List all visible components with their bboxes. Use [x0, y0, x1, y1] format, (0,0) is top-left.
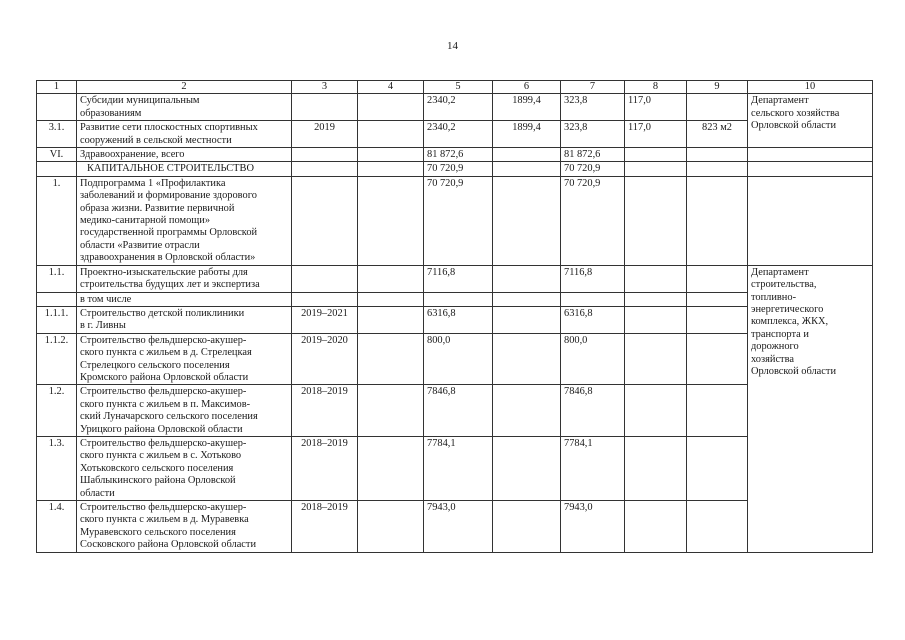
row-col6-cell — [493, 306, 561, 333]
row-name-cell — [77, 385, 292, 437]
responsible-org-line: комплекса, ЖКХ, — [751, 316, 829, 328]
row-col8-cell — [625, 265, 687, 292]
row-name-cell — [77, 436, 292, 500]
budget-table — [36, 80, 873, 553]
row-col9-cell — [687, 436, 748, 500]
row-total-cell: 6316,8 — [424, 306, 493, 333]
responsible-org-line: Орловской области — [751, 365, 837, 377]
row-name-cell — [77, 162, 292, 176]
row-name-line: заболеваний и формирование здорового — [80, 190, 257, 202]
row-code-cell: 1.1. — [37, 265, 77, 292]
row-col6-cell — [493, 292, 561, 306]
row-col4-cell — [358, 148, 424, 162]
row-col6-cell — [493, 333, 561, 385]
row-name-line: Стрелецкого сельского поселения — [80, 359, 230, 371]
row-years-cell — [292, 265, 358, 292]
responsible-org-cell — [748, 94, 873, 148]
table-row — [37, 306, 873, 333]
row-col9-cell — [687, 176, 748, 265]
responsible-org-line: топливно- — [751, 291, 797, 303]
row-col6-cell — [493, 265, 561, 292]
table-row — [37, 162, 873, 176]
row-years-cell — [292, 94, 358, 121]
row-name-line: КАПИТАЛЬНОЕ СТРОИТЕЛЬСТВО — [87, 163, 254, 175]
row-col8-cell: 117,0 — [625, 121, 687, 148]
row-name-cell — [77, 176, 292, 265]
row-total-cell: 800,0 — [424, 333, 493, 385]
row-col7-cell: 81 872,6 — [561, 148, 625, 162]
row-name-cell — [77, 501, 292, 553]
row-col9-cell: 823 м2 — [687, 121, 748, 148]
table-row — [37, 385, 873, 437]
row-col4-cell — [358, 292, 424, 306]
row-name-line: области «Развитие отрасли — [80, 239, 200, 251]
table-row — [37, 121, 873, 148]
row-code-cell: VI. — [37, 148, 77, 162]
row-name-line: Муравевского сельского поселения — [80, 526, 236, 538]
header-cell: 10 — [748, 81, 873, 94]
row-code-cell: 1.3. — [37, 436, 77, 500]
row-name-cell — [77, 121, 292, 148]
row-name-line: в том числе — [80, 293, 132, 305]
table-row — [37, 265, 873, 292]
row-name-line: Сосковского района Орловской области — [80, 539, 257, 551]
row-col7-cell: 7116,8 — [561, 265, 625, 292]
responsible-org-line: Департамент — [751, 95, 809, 107]
row-code-cell: 1. — [37, 176, 77, 265]
row-col8-cell: 117,0 — [625, 94, 687, 121]
table-row — [37, 436, 873, 500]
row-years-cell — [292, 292, 358, 306]
row-name-line: строительства будущих лет и экспертиза — [80, 279, 260, 291]
table-row — [37, 292, 873, 306]
row-name-line: Строительство фельдшерско-акушер- — [80, 437, 247, 449]
row-years-cell: 2019–2021 — [292, 306, 358, 333]
row-total-cell: 7943,0 — [424, 501, 493, 553]
responsible-org-cell — [748, 162, 873, 176]
table-row — [37, 333, 873, 385]
row-total-cell: 70 720,9 — [424, 176, 493, 265]
header-cell: 2 — [77, 81, 292, 94]
row-years-cell — [292, 162, 358, 176]
row-code-cell: 1.1.1. — [37, 306, 77, 333]
row-col6-cell — [493, 385, 561, 437]
responsible-org-line: энергетического — [751, 303, 824, 315]
header-cell: 4 — [358, 81, 424, 94]
row-name-cell — [77, 94, 292, 121]
row-name-line: Строительство фельдшерско-акушер- — [80, 386, 247, 398]
row-name-line: ского пункта с жильем в д. Стрелецкая — [80, 347, 252, 359]
table-row — [37, 148, 873, 162]
row-total-cell: 7784,1 — [424, 436, 493, 500]
row-col8-cell — [625, 436, 687, 500]
row-name-cell — [77, 148, 292, 162]
row-col6-cell — [493, 436, 561, 500]
row-code-cell: 1.1.2. — [37, 333, 77, 385]
row-col6-cell: 1899,4 — [493, 121, 561, 148]
header-cell: 6 — [493, 81, 561, 94]
responsible-org-line: Орловской области — [751, 120, 837, 132]
row-code-cell: 3.1. — [37, 121, 77, 148]
header-cell: 8 — [625, 81, 687, 94]
row-name-line: Урицкого района Орловской области — [80, 423, 243, 435]
row-col8-cell — [625, 292, 687, 306]
table-row — [37, 501, 873, 553]
header-cell: 7 — [561, 81, 625, 94]
row-col6-cell: 1899,4 — [493, 94, 561, 121]
row-years-cell: 2019–2020 — [292, 333, 358, 385]
row-name-line: образа жизни. Развитие первичной — [80, 202, 235, 214]
table-row — [37, 176, 873, 265]
row-col4-cell — [358, 333, 424, 385]
row-code-cell: 1.4. — [37, 501, 77, 553]
row-name-line: Хотьковского сельского поселения — [80, 462, 234, 474]
row-name-line: Проектно-изыскательские работы для — [80, 266, 248, 278]
row-col7-cell — [561, 292, 625, 306]
row-col9-cell — [687, 94, 748, 121]
row-col9-cell — [687, 501, 748, 553]
table-header-row — [37, 81, 873, 94]
row-col9-cell — [687, 385, 748, 437]
row-col4-cell — [358, 501, 424, 553]
responsible-org-cell — [748, 176, 873, 265]
table-row — [37, 94, 873, 121]
row-name-line: ский Луначарского сельского поселения — [80, 411, 258, 423]
row-col4-cell — [358, 176, 424, 265]
responsible-org-cell — [748, 265, 873, 552]
responsible-org-line: транспорта и — [751, 328, 809, 340]
row-code-cell — [37, 94, 77, 121]
row-col7-cell: 70 720,9 — [561, 162, 625, 176]
row-col6-cell — [493, 176, 561, 265]
row-name-line: Развитие сети плоскостных спортивных — [80, 122, 258, 134]
header-cell: 5 — [424, 81, 493, 94]
row-name-line: ского пункта с жильем в п. Максимов- — [80, 398, 251, 410]
responsible-org-line: Департамент — [751, 266, 809, 278]
row-col7-cell: 7846,8 — [561, 385, 625, 437]
row-total-cell — [424, 292, 493, 306]
row-name-line: Шаблыкинского района Орловской — [80, 475, 236, 487]
header-cell: 3 — [292, 81, 358, 94]
row-col7-cell: 7784,1 — [561, 436, 625, 500]
row-name-line: государственной программы Орловской — [80, 227, 258, 239]
row-col9-cell — [687, 333, 748, 385]
row-col9-cell — [687, 292, 748, 306]
row-col8-cell — [625, 148, 687, 162]
row-years-cell: 2018–2019 — [292, 501, 358, 553]
row-col4-cell — [358, 162, 424, 176]
row-col6-cell — [493, 162, 561, 176]
row-total-cell: 81 872,6 — [424, 148, 493, 162]
row-name-line: образованиям — [80, 107, 142, 119]
row-total-cell: 2340,2 — [424, 94, 493, 121]
responsible-org-line: дорожного — [751, 341, 799, 353]
row-years-cell: 2019 — [292, 121, 358, 148]
row-years-cell — [292, 148, 358, 162]
row-col9-cell — [687, 265, 748, 292]
row-col8-cell — [625, 385, 687, 437]
row-col8-cell — [625, 306, 687, 333]
row-col6-cell — [493, 148, 561, 162]
row-col7-cell: 800,0 — [561, 333, 625, 385]
row-years-cell: 2018–2019 — [292, 436, 358, 500]
row-name-line: Подпрограмма 1 «Профилактика — [80, 177, 226, 189]
row-years-cell: 2018–2019 — [292, 385, 358, 437]
row-col8-cell — [625, 176, 687, 265]
row-col8-cell — [625, 333, 687, 385]
header-cell: 1 — [37, 81, 77, 94]
row-col4-cell — [358, 385, 424, 437]
row-col6-cell — [493, 501, 561, 553]
row-col4-cell — [358, 265, 424, 292]
row-name-cell — [77, 306, 292, 333]
row-col9-cell — [687, 306, 748, 333]
row-name-line: в г. Ливны — [80, 320, 126, 332]
row-name-line: Строительство фельдшерско-акушер- — [80, 502, 247, 513]
row-years-cell — [292, 176, 358, 265]
row-name-cell — [77, 292, 292, 306]
row-col7-cell: 323,8 — [561, 121, 625, 148]
row-name-line: Кромского района Орловской области — [80, 371, 249, 383]
row-total-cell: 7846,8 — [424, 385, 493, 437]
row-col9-cell — [687, 148, 748, 162]
row-name-line: ского пункта с жильем в с. Хотьково — [80, 450, 242, 462]
responsible-org-cell — [748, 148, 873, 162]
row-col4-cell — [358, 436, 424, 500]
row-name-line: Здравоохранение, всего — [80, 149, 185, 161]
row-name-line: Строительство фельдшерско-акушер- — [80, 334, 247, 346]
row-col7-cell: 7943,0 — [561, 501, 625, 553]
header-cell: 9 — [687, 81, 748, 94]
row-code-cell: 1.2. — [37, 385, 77, 437]
row-name-cell — [77, 333, 292, 385]
row-col7-cell: 323,8 — [561, 94, 625, 121]
row-col8-cell — [625, 501, 687, 553]
row-col4-cell — [358, 94, 424, 121]
row-col4-cell — [358, 306, 424, 333]
row-col4-cell — [358, 121, 424, 148]
row-total-cell: 70 720,9 — [424, 162, 493, 176]
row-code-cell — [37, 292, 77, 306]
row-name-line: сооружений в сельской местности — [80, 134, 232, 146]
row-col9-cell — [687, 162, 748, 176]
row-name-line: здравоохранения в Орловской области» — [80, 252, 256, 264]
row-col7-cell: 6316,8 — [561, 306, 625, 333]
row-name-line: Строительство детской поликлиники — [80, 307, 245, 319]
row-col7-cell: 70 720,9 — [561, 176, 625, 265]
row-name-line: области — [80, 487, 115, 499]
row-name-line: медико-санитарной помощи» — [80, 215, 211, 227]
row-name-line: ского пункта с жильем в д. Муравевка — [80, 514, 249, 526]
row-name-cell — [77, 265, 292, 292]
responsible-org-line: хозяйства — [751, 353, 794, 365]
row-total-cell: 2340,2 — [424, 121, 493, 148]
row-total-cell: 7116,8 — [424, 265, 493, 292]
row-name-line: Субсидии муниципальным — [80, 95, 200, 107]
row-col8-cell — [625, 162, 687, 176]
responsible-org-line: строительства, — [751, 279, 817, 291]
responsible-org-line: сельского хозяйства — [751, 107, 840, 119]
page-number: 14 — [447, 40, 458, 52]
row-code-cell — [37, 162, 77, 176]
